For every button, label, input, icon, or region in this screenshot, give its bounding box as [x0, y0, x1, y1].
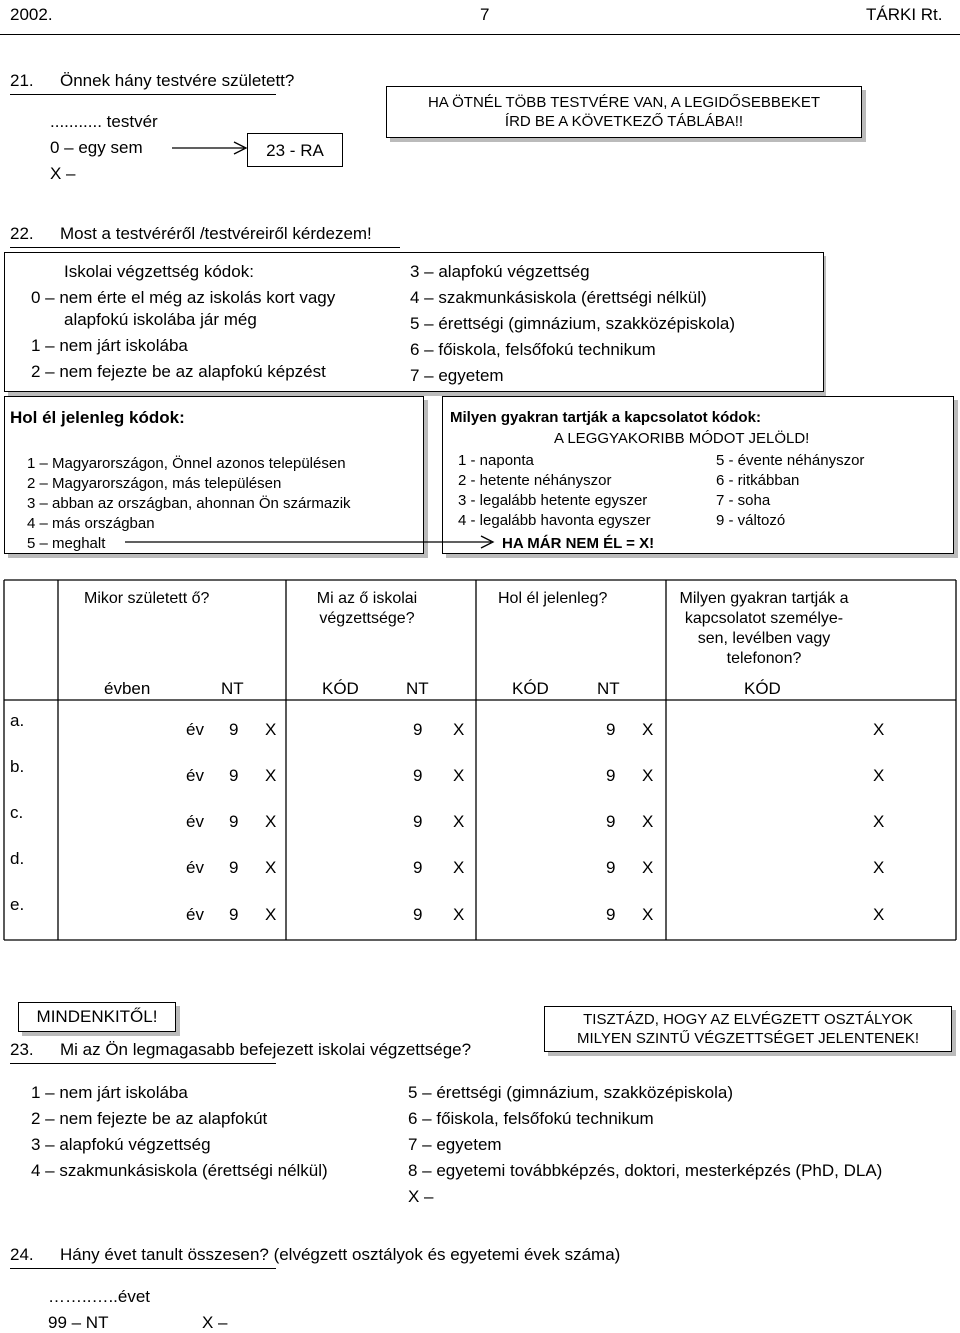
q24-number: 24. [10, 1245, 34, 1264]
edu-code-6: 6 – főiskola, felsőfokú technikum [410, 340, 656, 359]
year-suffix: év [186, 858, 204, 877]
header-born: Mikor született ő? [84, 590, 210, 607]
live-x-option[interactable]: X [642, 766, 654, 785]
edu-code-0: 0 – nem érte el még az iskolás kort vagy [31, 288, 336, 307]
live-x-option[interactable]: X [642, 858, 654, 877]
q24-underline [10, 1268, 276, 1269]
born-nt-option[interactable]: 9 [229, 858, 239, 877]
contact-x-option[interactable]: X [873, 812, 885, 831]
edu-nt-option[interactable]: 9 [413, 720, 423, 739]
row-label: a. [10, 711, 25, 730]
residence-code-2: 2 – Magyarországon, más településen [27, 475, 282, 492]
edu-nt-option[interactable]: 9 [413, 766, 423, 785]
born-x-option[interactable]: X [265, 812, 277, 831]
residence-code-3: 3 – abban az országban, ahonnan Ön származik [27, 495, 351, 512]
contact-code-1: 1 - naponta [458, 452, 534, 469]
edu-code-2: 2 – nem fejezte be az alapfokú képzést [31, 362, 326, 381]
q23-option-5[interactable]: 5 – érettségi (gimnázium, szakközépiskola) [408, 1083, 734, 1102]
q22-number: 22. [10, 224, 34, 243]
q23-underline [10, 1063, 276, 1064]
header-contact: Milyen gyakran tartják a kapcsolatot személye- sen, levélben vagy telefonon? [679, 590, 849, 667]
contact-code-6: 6 - ritkábban [716, 472, 800, 489]
q24-option-x[interactable]: X – [202, 1313, 228, 1332]
contact-x-option[interactable]: X [873, 905, 885, 924]
contact-x-option[interactable]: X [873, 858, 885, 877]
contact-code-5: 5 - évente néhányszor [716, 452, 865, 469]
contact-code-2: 2 - hetente néhányszor [458, 472, 612, 489]
education-codes-title: Iskolai végzettség kódok: [64, 262, 254, 281]
row-label: c. [10, 803, 24, 822]
residence-code-1: 1 – Magyarországon, Önnel azonos településen [27, 455, 346, 472]
live-x-option[interactable]: X [642, 720, 654, 739]
contact-code-9: 9 - változó [716, 512, 786, 529]
edu-x-option[interactable]: X [453, 720, 465, 739]
q23-number: 23. [10, 1040, 34, 1059]
born-nt-option[interactable]: 9 [229, 766, 239, 785]
residence-code-4: 4 – más országban [27, 515, 155, 532]
q24-option-nt[interactable]: 99 – NT [48, 1313, 109, 1332]
q23-question: Mi az Ön legmagasabb befejezett iskolai végzettsége? [60, 1040, 472, 1059]
subheader-code-live: KÓD [512, 679, 549, 698]
residence-codes-title: Hol él jelenleg kódok: [10, 408, 185, 427]
edu-x-option[interactable]: X [453, 766, 465, 785]
edu-code-4: 4 – szakmunkásiskola (érettségi nélkül) [410, 288, 707, 307]
live-x-option[interactable]: X [642, 812, 654, 831]
contact-codes-title: Milyen gyakran tartják a kapcsolatot kódok: [450, 409, 761, 426]
q21-option-x: X – [50, 164, 76, 183]
q21-number: 21. [10, 71, 34, 90]
header-education: Mi az ő iskolai végzettsége? [316, 590, 418, 627]
edu-code-1: 1 – nem járt iskolába [31, 336, 188, 355]
header-org: TÁRKI Rt. [866, 5, 943, 24]
live-nt-option[interactable]: 9 [606, 905, 616, 924]
born-x-option[interactable]: X [265, 858, 277, 877]
row-label: d. [10, 849, 25, 868]
born-nt-option[interactable]: 9 [229, 812, 239, 831]
born-nt-option[interactable]: 9 [229, 905, 239, 924]
subheader-code-edu: KÓD [322, 679, 359, 698]
q23-option-1[interactable]: 1 – nem járt iskolába [31, 1083, 188, 1102]
header-year: 2002. [10, 5, 53, 24]
q21-interviewer-note: HA ÖTNÉL TÖBB TESTVÉRE VAN, A LEGIDŐSEBBEKET ÍRD BE A KÖVETKEZŐ TÁBLÁBA!! [386, 86, 862, 138]
edu-x-option[interactable]: X [453, 812, 465, 831]
q23-interviewer-note: TISZTÁZD, HOGY AZ ELVÉGZETT OSZTÁLYOK MILYEN SZINTŰ VÉGZETTSÉGET JELENTENEK! [544, 1006, 952, 1052]
residence-code-5: 5 – meghalt [27, 535, 106, 552]
q23-option-6[interactable]: 6 – főiskola, felsőfokú technikum [408, 1109, 654, 1128]
born-x-option[interactable]: X [265, 720, 277, 739]
edu-nt-option[interactable]: 9 [413, 858, 423, 877]
subheader-nt-born: NT [221, 679, 244, 698]
edu-x-option[interactable]: X [453, 905, 465, 924]
born-nt-option[interactable]: 9 [229, 720, 239, 739]
contact-code-3: 3 - legalább hetente egyszer [458, 492, 648, 509]
page-number: 7 [480, 5, 490, 24]
header-residence: Hol él jelenleg? [498, 590, 608, 607]
q22-question: Most a testvéréről /testvéreiről kérdezem! [60, 224, 372, 243]
year-suffix: év [186, 905, 204, 924]
live-nt-option[interactable]: 9 [606, 720, 616, 739]
q23-option-3[interactable]: 3 – alapfokú végzettség [31, 1135, 211, 1154]
contact-code-4: 4 - legalább havonta egyszer [458, 512, 651, 529]
live-x-option[interactable]: X [642, 905, 654, 924]
subheader-code-contact: KÓD [744, 679, 781, 698]
everyone-badge: MINDENKITŐL! [18, 1002, 176, 1032]
subheader-nt-live: NT [597, 679, 620, 698]
q24-question: Hány évet tanult összesen? (elvégzett osztályok és egyetemi évek száma) [60, 1245, 621, 1264]
edu-code-5: 5 – érettségi (gimnázium, szakközépiskola) [410, 314, 736, 333]
edu-nt-option[interactable]: 9 [413, 905, 423, 924]
q23-option-2[interactable]: 2 – nem fejezte be az alapfokút [31, 1109, 268, 1128]
contact-code-7: 7 - soha [716, 492, 771, 509]
q23-option-4[interactable]: 4 – szakmunkásiskola (érettségi nélkül) [31, 1161, 328, 1180]
year-suffix: év [186, 766, 204, 785]
q23-option-x[interactable]: X – [408, 1187, 434, 1206]
born-x-option[interactable]: X [265, 766, 277, 785]
year-suffix: év [186, 720, 204, 739]
year-suffix: év [186, 812, 204, 831]
edu-code-7: 7 – egyetem [410, 366, 504, 385]
q21-option-count: ........... testvér [50, 112, 158, 131]
subheader-inyear: évben [104, 679, 151, 698]
q21-question: Önnek hány testvére született? [60, 71, 295, 90]
edu-code-3: 3 – alapfokú végzettség [410, 262, 590, 281]
live-nt-option[interactable]: 9 [606, 812, 616, 831]
live-nt-option[interactable]: 9 [606, 766, 616, 785]
q23-option-7[interactable]: 7 – egyetem [408, 1135, 502, 1154]
contact-x-option[interactable]: X [873, 766, 885, 785]
q24-years-field[interactable]: ……..…..évet [48, 1287, 151, 1306]
live-nt-option[interactable]: 9 [606, 858, 616, 877]
edu-x-option[interactable]: X [453, 858, 465, 877]
contact-codes-subtitle: A LEGGYAKORIBB MÓDOT JELÖLD! [554, 430, 810, 447]
row-label: b. [10, 757, 25, 776]
q23-option-8[interactable]: 8 – egyetemi továbbképzés, doktori, mesterképzés (PhD, DLA) [408, 1161, 883, 1180]
subheader-nt-edu: NT [406, 679, 429, 698]
born-x-option[interactable]: X [265, 905, 277, 924]
dead-note: HA MÁR NEM ÉL = X! [502, 535, 655, 552]
edu-nt-option[interactable]: 9 [413, 812, 423, 831]
q21-option-none: 0 – egy sem [50, 138, 143, 157]
row-label: e. [10, 895, 25, 914]
contact-x-option[interactable]: X [873, 720, 885, 739]
skip-box: 23 - RA [247, 133, 343, 167]
edu-code-0-cont: alapfokú iskolába jár még [64, 310, 257, 329]
